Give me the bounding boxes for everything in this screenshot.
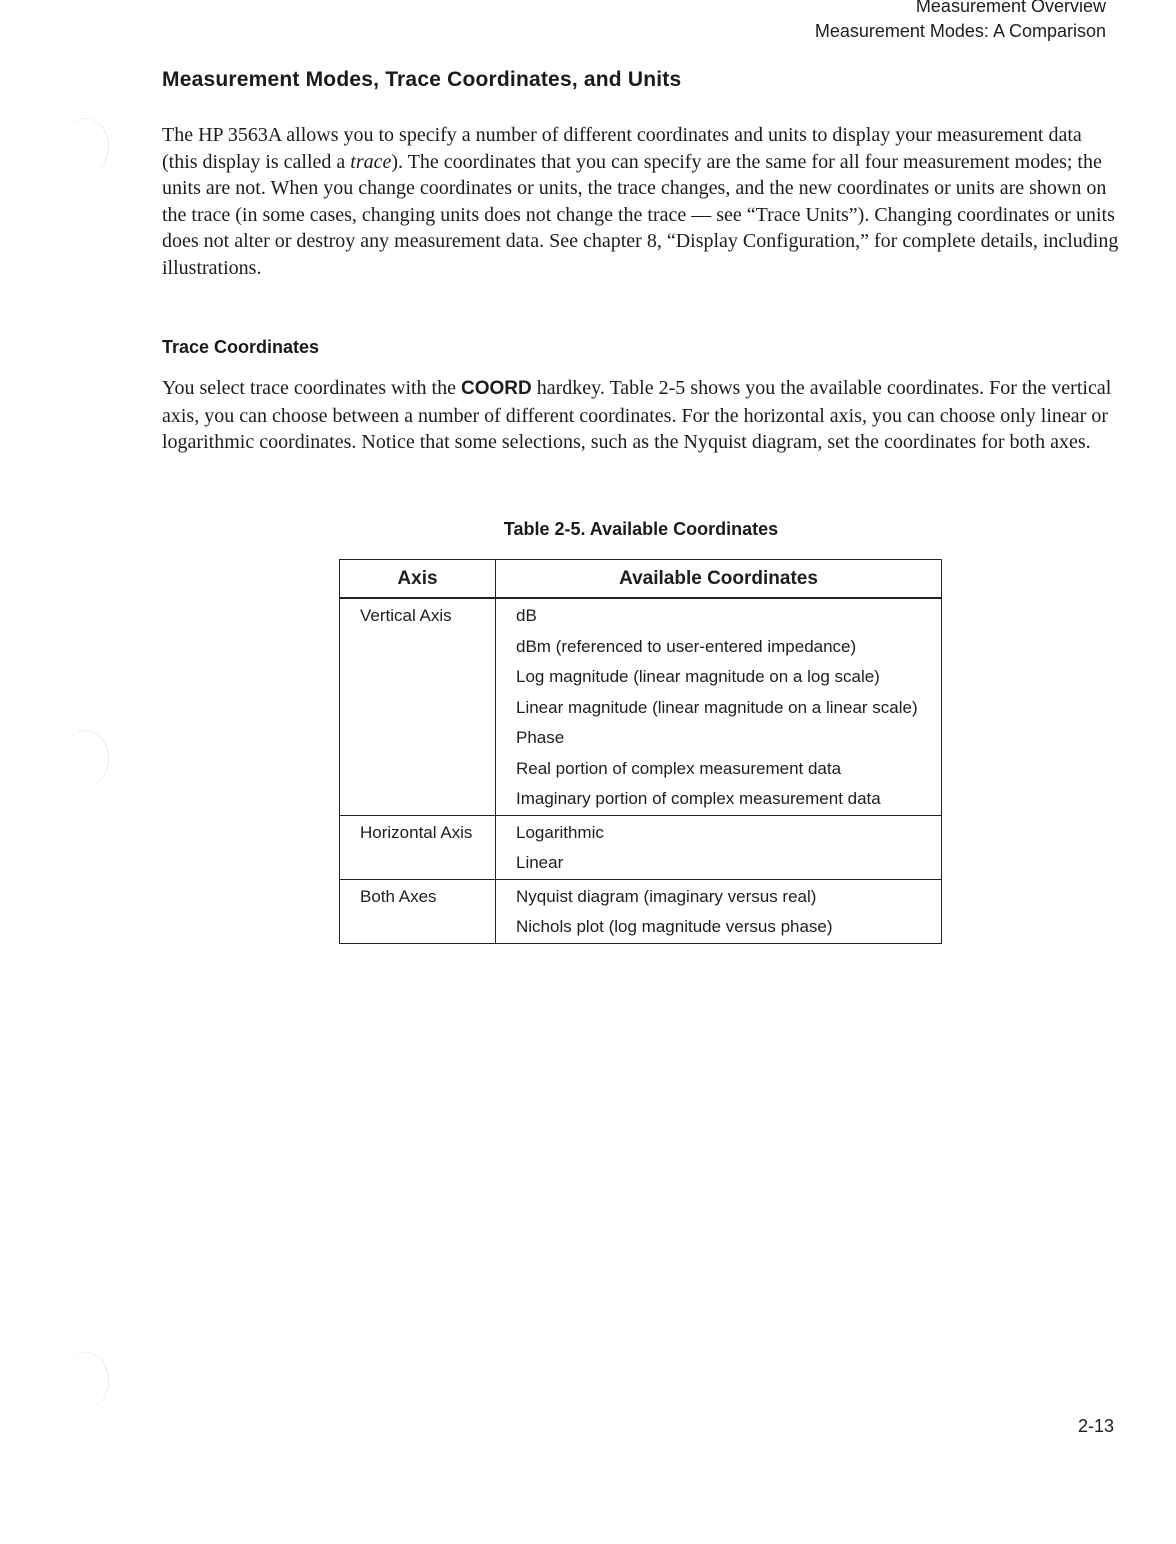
section-title: Measurement Modes, Trace Coordinates, and Units — [162, 68, 682, 91]
intro-paragraph — [162, 122, 1122, 282]
coordinate-item: Nyquist diagram (imaginary versus real) — [516, 886, 817, 906]
coordinate-item: Linear — [516, 853, 564, 872]
table-row — [340, 598, 942, 815]
coordinate-item: dB — [516, 606, 537, 625]
intro-paragraph-part1: The HP 3563A allows you to specify a number of different coordinates and units to display your measurement data (this display is called a — [162, 124, 1082, 173]
axis-cell-vertical: Vertical Axis — [340, 598, 496, 815]
coordinates-table — [339, 559, 942, 944]
punch-hole-mark — [62, 118, 109, 175]
coordinate-item: Linear magnitude (linear magnitude on a linear scale) — [516, 697, 918, 717]
coordinates-paragraph-part2: hardkey. Table 2-5 shows you the available coordinates. For the vertical axis, you can choose between a number of different coordinates. For the horizontal axis, you can choose only linear or logarithmic coordinates. Notice that some selections, such as the Nyquist diagram, set the coordinates for both axes. — [162, 377, 1112, 454]
punch-hole-mark — [62, 730, 109, 787]
coordinate-item: Imaginary portion of complex measurement data — [516, 789, 881, 808]
header-available-coordinates: Available Coordinates — [496, 560, 942, 599]
coordinate-item: Real portion of complex measurement data — [516, 758, 842, 778]
intro-paragraph-part2: ). The coordinates that you can specify are the same for all four measurement modes; the units are not. When you change coordinates or units, the trace changes, and the new coordinates or units are shown on the trace (in some cases, changing units does not change the trace — see “Trace Units”). Changing coordinates or units does not alter or destroy any measurement data. See chapter 8, “Display Configuration,” for complete details, including illustrations. — [162, 150, 1119, 279]
coordinate-item: dBm (referenced to user-entered impedance) — [516, 636, 857, 656]
coordinates-cell-horizontal — [496, 815, 942, 879]
running-header — [815, 0, 1106, 44]
coordinates-cell-vertical — [496, 598, 942, 815]
coordinate-item: Nichols plot (log magnitude versus phase) — [516, 917, 833, 936]
coordinates-cell-both — [496, 879, 942, 943]
page-number: 2-13 — [1077, 1416, 1114, 1436]
coordinate-item: Log magnitude (linear magnitude on a log scale) — [516, 667, 880, 686]
trace-term: trace — [350, 150, 392, 173]
punch-hole-mark — [62, 1352, 109, 1409]
running-header-section: Measurement Modes: A Comparison — [814, 21, 1106, 41]
subsection-title: Trace Coordinates — [162, 337, 320, 357]
table-row — [340, 815, 942, 879]
header-axis: Axis — [340, 560, 496, 599]
table-row — [340, 879, 942, 943]
axis-cell-horizontal: Horizontal Axis — [340, 815, 496, 879]
coord-hardkey: COORD — [461, 378, 532, 399]
running-header-chapter: Measurement Overview — [915, 0, 1106, 16]
coordinate-item: Phase — [516, 728, 565, 747]
coordinates-paragraph-part1: You select trace coordinates with the — [162, 377, 461, 399]
coordinate-item: Logarithmic — [516, 822, 604, 842]
table-header-row — [340, 560, 942, 599]
axis-cell-both: Both Axes — [340, 879, 496, 943]
table-caption: Table 2-5. Available Coordinates — [503, 519, 779, 539]
coordinates-paragraph — [162, 375, 1122, 456]
